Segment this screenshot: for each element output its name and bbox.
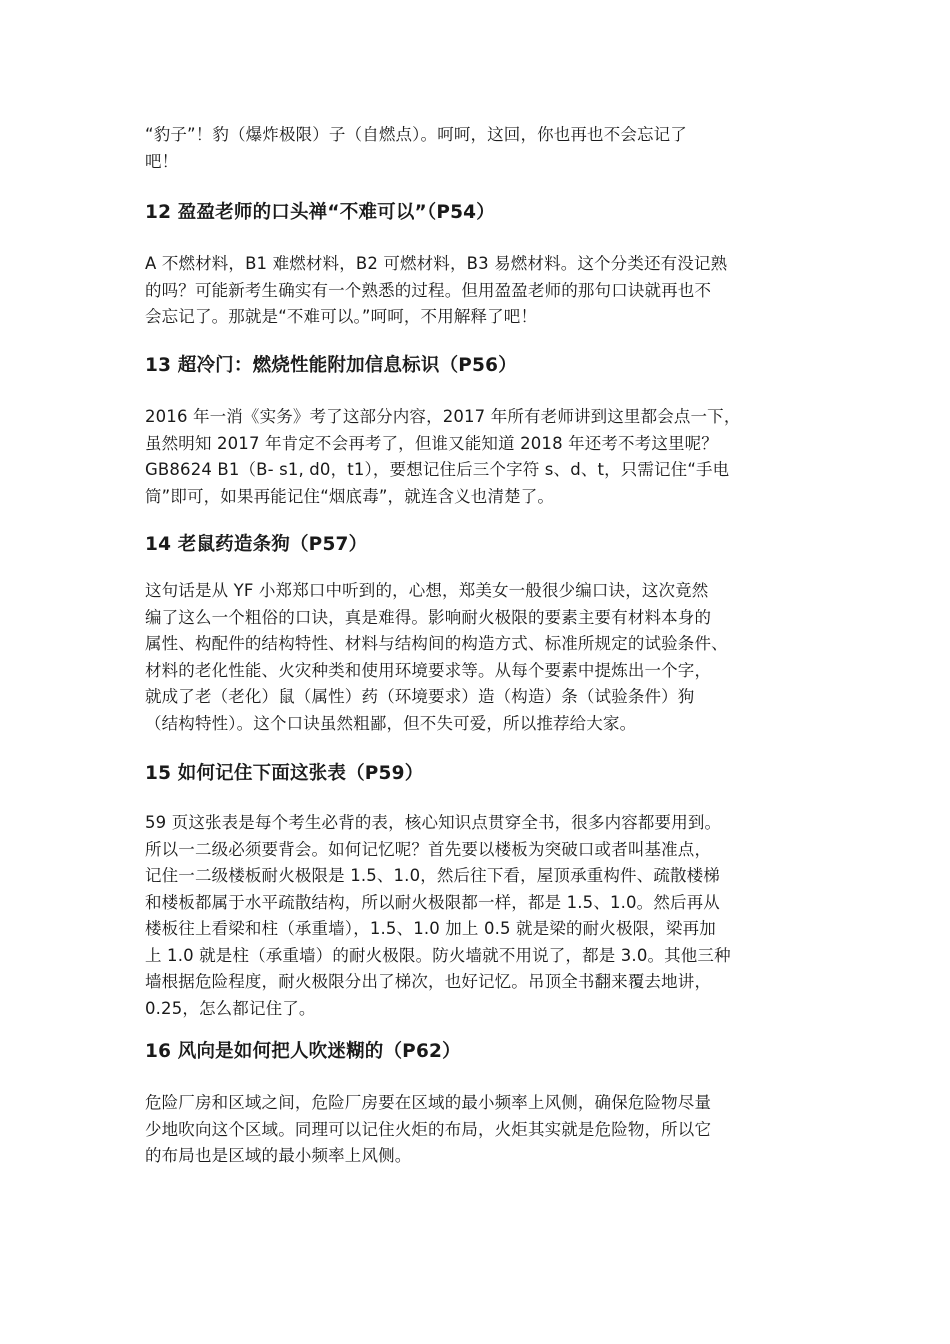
- section-15-paragraph: [145, 810, 825, 1022]
- paragraph-line: 记住一二级楼板耐火极限是 1.5、1.0，然后往下看，屋顶承重构件、疏散楼梯: [145, 866, 720, 885]
- paragraph-line: GB8624 B1（B- s1, d0，t1），要想记住后三个字符 s、d、t，只需记住“手电: [145, 460, 730, 479]
- intro-paragraph: [145, 122, 825, 175]
- paragraph-line: 材料的老化性能、火灾种类和使用环境要求等。从每个要素中提炼出一个字，: [145, 660, 712, 680]
- section-13-paragraph: [145, 404, 825, 510]
- section-14-paragraph: [145, 578, 825, 737]
- paragraph-line: 所以一二级必须要背会。如何记忆呢？首先要以楼板为突破口或者叫基准点，: [145, 839, 712, 859]
- paragraph-line: 会忘记了。那就是“不难可以。”呵呵，不用解释了吧！: [145, 307, 538, 326]
- paragraph-line: 就成了老（老化）鼠（属性）药（环境要求）造（构造）条（试验条件）狗: [145, 687, 695, 706]
- paragraph-line: 筒”即可，如果再能记住“烟底毒”，就连含义也清楚了。: [145, 486, 555, 506]
- section-heading-14: 14 老鼠药造条狗（P57）: [145, 534, 368, 555]
- paragraph-line: 楼板往上看梁和柱（承重墙），1.5、1.0 加上 0.5 就是梁的耐火极限，梁再加: [145, 919, 716, 938]
- paragraph-line: 2016 年一消《实务》考了这部分内容，2017 年所有老师讲到这里都会点一下，: [145, 407, 741, 426]
- section-heading-15: 15 如何记住下面这张表（P59）: [145, 763, 424, 784]
- paragraph-line: 危险厂房和区域之间，危险厂房要在区域的最小频率上风侧，确保危险物尽量: [145, 1093, 712, 1112]
- paragraph-line: 0.25，怎么都记住了。: [145, 998, 316, 1018]
- paragraph-line: A 不燃材料，B1 难燃材料，B2 可燃材料，B3 易燃材料。这个分类还有没记熟: [145, 254, 728, 273]
- paragraph-line: 少地吹向这个区域。同理可以记住火炬的布局，火炬其实就是危险物，所以它: [145, 1119, 712, 1139]
- paragraph-line: 的吗？可能新考生确实有一个熟悉的过程。但用盈盈老师的那句口诀就再也不: [145, 280, 712, 300]
- paragraph-line: 属性、构配件的结构特性、材料与结构间的构造方式、标准所规定的试验条件、: [145, 634, 728, 653]
- paragraph-line: “豹子”！豹（爆炸极限）子（自燃点）。呵呵，这回，你也再也不会忘记了: [145, 125, 687, 144]
- section-12-paragraph: [145, 251, 825, 331]
- section-heading-12: 12 盈盈老师的口头禅“不难可以”（P54）: [145, 202, 495, 223]
- section-16-paragraph: [145, 1090, 825, 1170]
- paragraph-line: 这句话是从 YF 小郑郑口中听到的，心想，郑美女一般很少编口诀，这次竟然: [145, 581, 709, 600]
- paragraph-line: （结构特性）。这个口诀虽然粗鄙，但不失可爱，所以推荐给大家。: [145, 713, 637, 733]
- paragraph-line: 虽然明知 2017 年肯定不会再考了，但谁又能知道 2018 年还考不考这里呢？: [145, 433, 718, 453]
- section-heading-16: 16 风向是如何把人吹迷糊的（P62）: [145, 1041, 461, 1062]
- paragraph-line: 编了这么一个粗俗的口诀，真是难得。影响耐火极限的要素主要有材料本身的: [145, 607, 712, 627]
- paragraph-line: 和楼板都属于水平疏散结构，所以耐火极限都一样，都是 1.5、1.0。然后再从: [145, 892, 720, 912]
- paragraph-line: 59 页这张表是每个考生必背的表，核心知识点贯穿全书，很多内容都要用到。: [145, 813, 722, 832]
- paragraph-line: 墙根据危险程度，耐火极限分出了梯次，也好记忆。吊顶全书翻来覆去地讲，: [145, 972, 712, 991]
- paragraph-line: 的布局也是区域的最小频率上风侧。: [145, 1146, 412, 1165]
- paragraph-line: 上 1.0 就是柱（承重墙）的耐火极限。防火墙就不用说了，都是 3.0。其他三种: [145, 945, 731, 965]
- paragraph-line: 吧！: [145, 151, 179, 171]
- section-heading-13: 13 超冷门：燃烧性能附加信息标识（P56）: [145, 355, 517, 376]
